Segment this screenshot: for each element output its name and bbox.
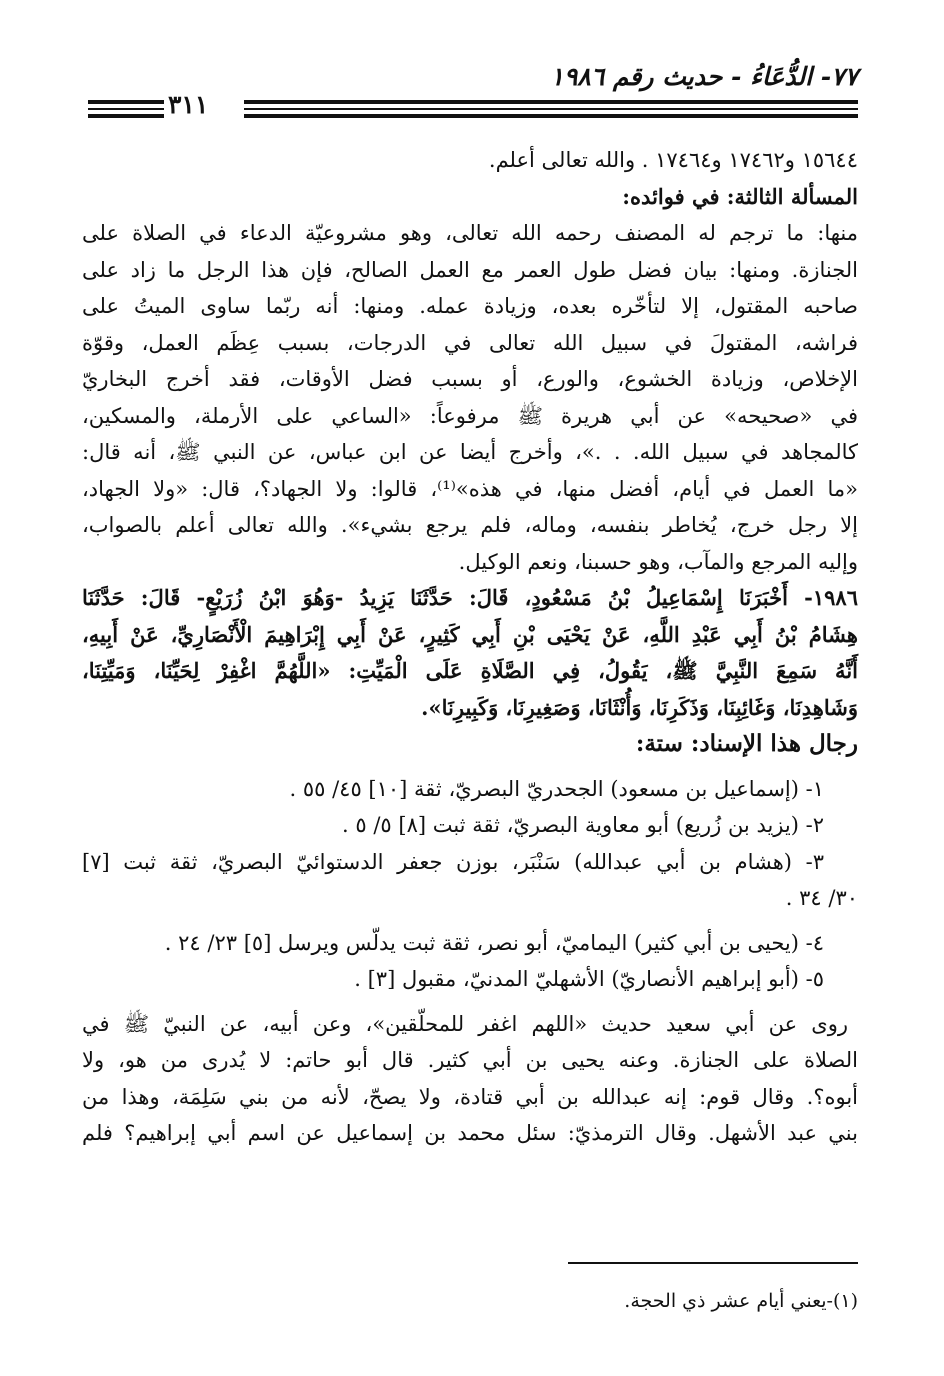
narrator-entry: ٤- (يحيى بن أبي كثير) اليماميّ، أبو نصر، ثقة ثبت يدلّس ويرسل [٥] ٢٣/ ٢٤ .: [164, 930, 824, 955]
text-line: وإليه المرجع والمآب، وهو حسبنا، ونعم الوكيل.: [458, 549, 858, 574]
text-line: الإخلاص، وزيادة الخشوع، والورع، أو بسبب فضل الأوقات، فقد أخرج البخاريّ: [82, 367, 858, 391]
narrator-entry-cont: ٣٠/ ٣٤ .: [785, 886, 858, 910]
narrator-entry: ١- (إسماعيل بن مسعود) الجحدريّ البصريّ، ثقة [١٠] ٤٥/ ٥٥ .: [289, 776, 824, 801]
text-line: روى عن أبي سعيد حديث «اللهم اغفر للمحلّقين»، وعن أبيه، عن النبيّ ﷺ في: [82, 1011, 848, 1036]
footnote: (١)-يعني أيام عشر ذي الحجة.: [624, 1290, 858, 1312]
page-number: ٣١١: [168, 90, 209, 119]
section-heading: المسألة الثالثة: في فوائده:: [622, 183, 858, 209]
header-rule-left: [88, 100, 164, 118]
text-line: ١٥٦٤٤ و١٧٤٦٢ و١٧٤٦٤ . والله تعالى أعلم.: [488, 148, 858, 172]
narrator-entry: ٣- (هشام بن أبي عبدالله) سَنْبَر، بوزن جعفر الدستوائيّ البصريّ، ثقة ثبت [٧]: [82, 849, 824, 874]
text-line: في «صحيحه» عن أبي هريرة ﷺ مرفوعاً: «الساعي على الأرملة، والمسكين،: [82, 403, 858, 428]
text-line: منها: ما ترجم له المصنف رحمه الله تعالى، وهو مشروعيّة الدعاء في الصلاة على: [82, 221, 858, 245]
page-body: [82, 142, 858, 1152]
running-header-title: ٧٧- الدُّعَاءُ - حديث رقم ١٩٨٦: [550, 62, 858, 91]
text-line: «ما العمل في أيام، أفضل منها، في هذه»⁽¹⁾، قالوا: ولا الجهاد؟، قال: «ولا الجهاد،: [82, 476, 858, 501]
text-line: الصلاة على الجنازة. وعنه يحيى بن أبي كثير. قال أبو حاتم: لا يُدرى من هو، ولا: [82, 1048, 858, 1072]
header-rule-right: [244, 100, 858, 118]
hadith-line: أَنَّهُ سَمِعَ النَّبِيَّ ﷺ، يَقُولُ، فِي الصَّلَاةِ عَلَى الْمَيِّتِ: «اللَّهُمَّ اغْفِرْ لِحَيِّنَا، وَمَيِّتِنَا،: [82, 658, 858, 683]
text-line: كالمجاهد في سبيل الله. . .»، وأخرج أيضا عن ابن عباس، عن النبي ﷺ، أنه قال:: [82, 440, 858, 464]
hadith-line: وَشَاهِدِنَا، وَغَائِبِنَا، وَذَكَرِنَا، وَأُنْثَانَا، وَصَغِيرِنَا، وَكَبِيرِنَا».: [421, 694, 858, 720]
narrator-entry: ٢- (يزيد بن زُريع) أبو معاوية البصريّ، ثقة ثبت [٨] ٥/ ٥ .: [342, 813, 824, 837]
text-line: فراشه، المقتولَ في سبيل الله تعالى في الدرجات، بسبب عِظَم العمل، وقوّة: [82, 330, 858, 355]
narrators-heading: رجال هذا الإسناد: ستة:: [635, 730, 858, 757]
text-line: الجنازة. ومنها: بيان فضل طول العمر مع العمل الصالح، فإن هذا الرجل ما زاد على: [82, 257, 858, 282]
hadith-line: ١٩٨٦- أَخْبَرَنَا إِسْمَاعِيلُ بْنُ مَسْعُودٍ، قَالَ: حَدَّثَنَا يَزِيدُ -وَهُوَ ابْنُ زُرَيْعٍ- قَالَ: حَدَّثَنَا: [82, 585, 858, 610]
text-line: إلا رجل خرج، يُخاطر بنفسه، وماله، فلم يرجع بشيء». والله تعالى أعلم بالصواب،: [82, 513, 858, 537]
hadith-line: هِشَامُ بْنُ أَبِي عَبْدِ اللَّهِ، عَنْ يَحْيَى بْنِ أَبِي كَثِيرٍ، عَنْ أَبِي إِبْرَاهِيمَ الْأَنْصَارِيِّ، عَنْ أَبِيهِ،: [82, 621, 858, 647]
text-line: أبوه؟. وقال قوم: إنه عبدالله بن أبي قتادة، ولا يصحّ، لأنه من بني سَلِمَة، وهذا من: [82, 1084, 858, 1109]
narrator-entry: ٥- (أبو إبراهيم الأنصاريّ) الأشهليّ المدنيّ، مقبول [٣] .: [354, 967, 824, 991]
footnote-rule: [568, 1262, 858, 1264]
text-line: صاحبه المقتول، إلا لتأخّره بعده، وزيادة عمله. ومنها: أنه ربّما ساوى الميتُ على: [82, 294, 858, 318]
text-line: بني عبد الأشهل. وقال الترمذيّ: سئل محمد بن إسماعيل عن اسم أبي إبراهيم؟ فلم: [82, 1121, 858, 1145]
